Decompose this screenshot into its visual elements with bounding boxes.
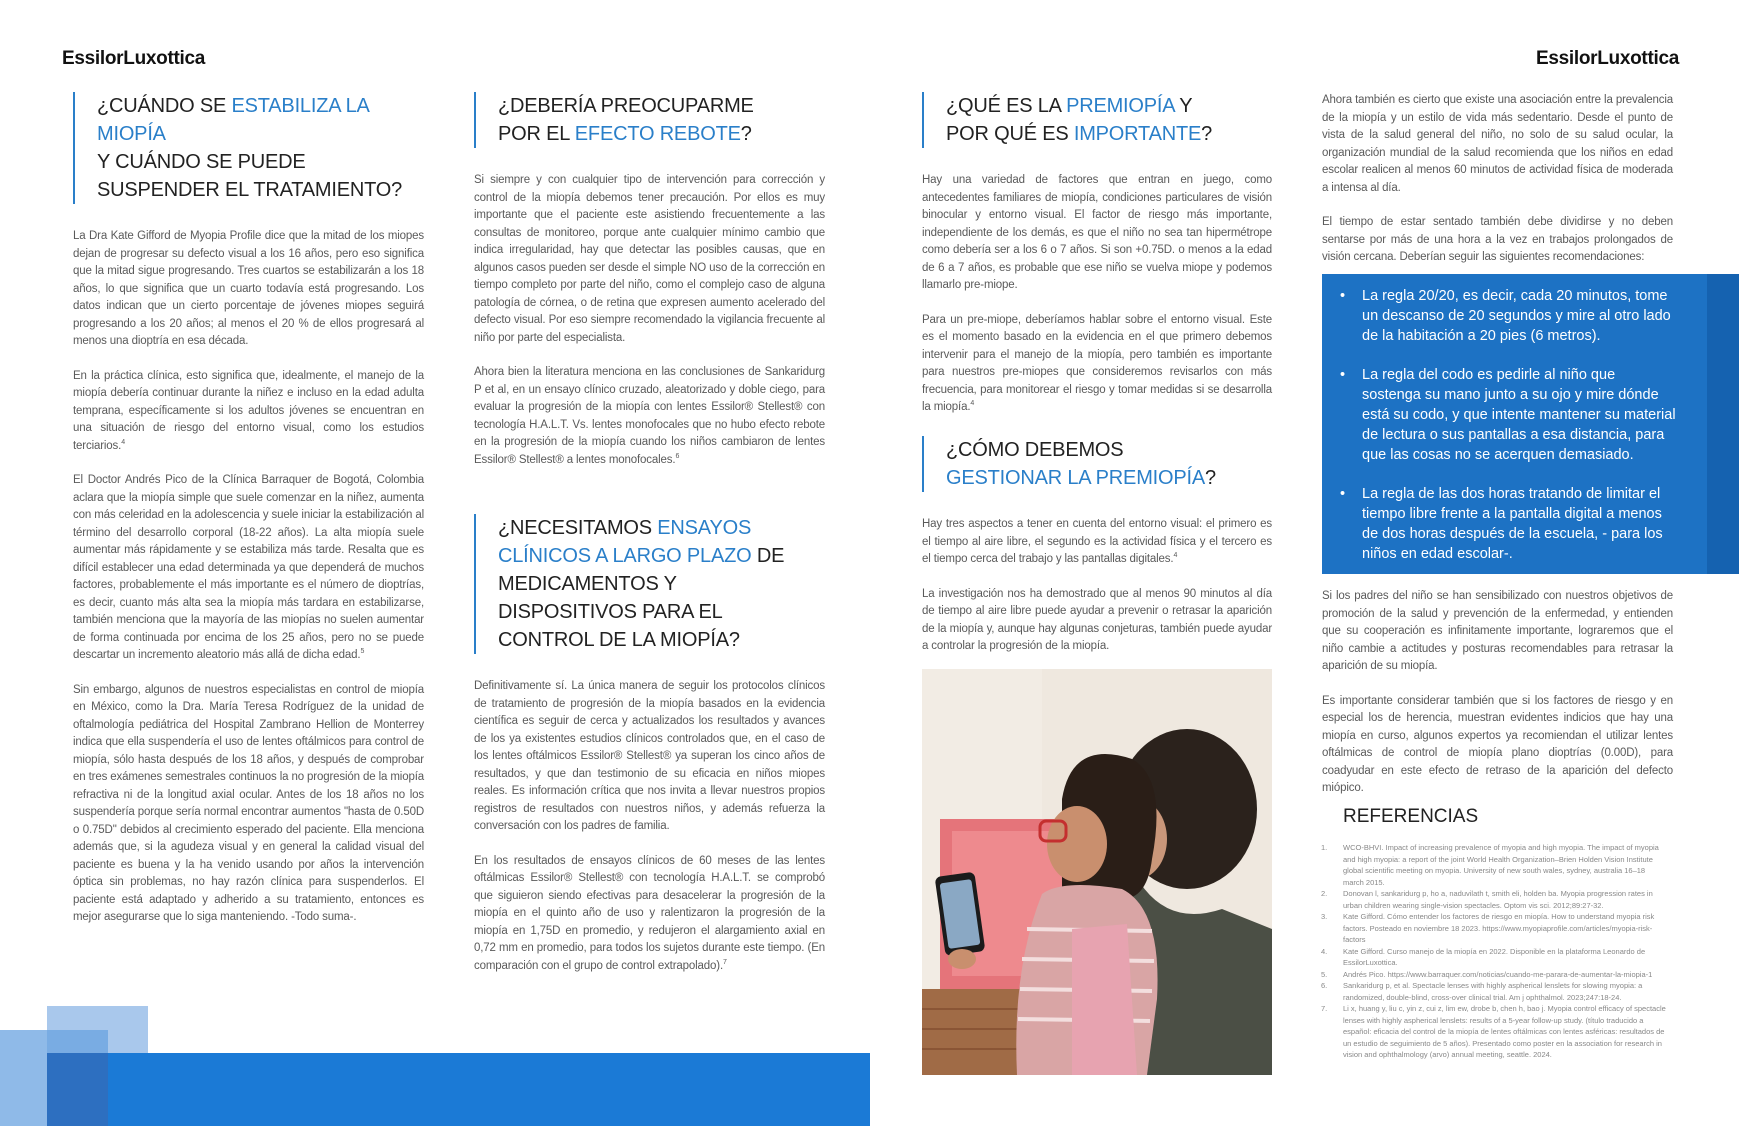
column-3-body-bottom <box>922 516 1272 656</box>
column-1 <box>73 92 424 944</box>
paragraph: Es importante considerar también que si los factores de riesgo y en especial los de herencia, muestran evidentes indicios que hay una miopía en curso, algunos expertos ya recomiendan el utilizar lentes oftálmicas de control de miopía plano dioptrías (0.00D), para coadyudar en este efecto de retraso de la aparición del defecto miópico. <box>1322 694 1673 794</box>
column-4-bottom <box>1322 588 1673 815</box>
column-2-body-bottom <box>474 678 825 975</box>
column-2 <box>474 92 825 486</box>
paragraph: En los resultados de ensayos clínicos de 60 meses de las lentes oftálmicas Essilor® Stellest® con tecnología H.A.L.T. se comprobó que siguieron siendo efectivas para desacelerar la progresión de la miopía en el quinto año de uso y ralentizaron la progresión de la miopía en 1,75D en promedio, y redujeron el alargamiento axial en 0,72 mm en promedio, para todos los sujetos durante este tiempo. (En comparación con el grupo de control extrapolado).$^7$ <box>474 854 825 972</box>
paragraph: Ahora bien la literatura menciona en las conclusiones de Sankaridurg P et al, en un ensayo clínico cruzado, aleatorizado y doble ciego, para evaluar la progresión de la miopía con lentes Essilor® Stellest® con tecnología H.A.L.T. Vs. lentes monofocales que no hubo efecto rebote en la progresión de la miopía cuando los niños cambiaron de lentes Essilor® Stellest® a lentes monofocales.$^6$ <box>474 366 825 466</box>
paragraph: Si los padres del niño se han sensibilizado con nuestros objetivos de promoción de la salud y prevención de la enfermedad, y entienden que su cooperación es infinitamente importante, lograremos que el niño cambie a actitudes y posturas recomendables para retrasar la aparición de su miopía. <box>1322 590 1673 672</box>
heading-block-premyopia <box>922 92 1236 148</box>
heading-premyopia: ¿QUÉ ES LA PREMIOPÍA Y POR QUÉ ES IMPORTANTE? <box>946 95 1213 145</box>
column-4-body-bottom <box>1322 588 1673 798</box>
paragraph: Hay una variedad de factores que entran en juego, como antecedentes familiares de miopía, condiciones particulares de visión binocular y entorno visual. El factor de riesgo más importante, independiente de los demás, es que el niño no sea tan hipermétrope como debería ser a los 6 o 7 años. Si son +0.75D. o menos a la edad de 6 a 7 años, es probable que ese niño se vuelva miope y podemos llamarlo pre-miope. <box>922 174 1272 291</box>
reference-item: 5. Andrés Pico. https://www.barraquer.com/noticias/cuando-me-parara-de-aumentar-la-miopia-1 <box>1321 969 1653 979</box>
column-3-body-top <box>922 172 1272 417</box>
heading-block-manage <box>922 436 1226 492</box>
paragraph: El Doctor Andrés Pico de la Clínica Barraquer de Bogotá, Colombia aclara que la miopía simple que suele comenzar en la niñez, aumenta con más celeridad en la adolescencia y suele iniciar la estabilización al término del desarrollo corporal (18-22 años). La alta miopía suele aumentar más rápidamente y se estabiliza más tarde. Resalta que es difícil establecer una edad determinada ya que dependerá de muchos factores, probablemente el más importante es el número de dioptrías, es decir, cuanto más alta sea la miopía más tardara en estabilizarse, también menciona que la mayoría de las miopías no suelen aumentar de forma continuada por encima de los 25 años, pero no se puede descartar un incremento aleatorio más allá de dicha edad.$^5$ <box>73 474 424 661</box>
heading-block-stabilize <box>73 92 424 204</box>
reference-item: 3. Kate Gifford. Cómo entender los factores de riesgo en miopía. How to understand myopia risk factors. Posteado en noviembre 18 2023. https://www.myopiaprofile.com/articles/myopia-risk-factors <box>1321 912 1655 944</box>
reference-item: 4. Kate Gifford. Curso manejo de la miopía en 2022. Disponible en la plataforma Leonardo de EssilorLuxottica. <box>1321 946 1646 967</box>
brand-logo-right: EssilorLuxottica <box>1535 48 1679 69</box>
reference-item: 7. Li x, huang y, liu c, yin z, cui z, lim ew, drobe b, chen h, bao j. Myopia control efficacy of spectacle lenses with highly aspherical lenslets: results of a 5-year follow-up study. (título traducido a español: eficacia del control de la miopía de lentes oftálmicas con lentes asféricas: resultados de un estudio de seguimiento de 5 años). Presentado como poster en la association for research in vision and ophthalmology (arvo) annual meeting, seattle. 2024. <box>1321 1004 1666 1059</box>
decor-band-blue <box>70 1053 870 1126</box>
column-4-top <box>1322 92 1673 284</box>
heading-trials: ¿NECESITAMOS ENSAYOS CLÍNICOS A LARGO PLAZO DE MEDICAMENTOS Y DISPOSITIVOS PARA EL CONTROL DE LA MIOPÍA? <box>498 517 785 651</box>
heading-block-rebound <box>474 92 758 148</box>
references-section <box>1323 806 1668 1061</box>
paragraph: El tiempo de estar sentado también debe dividirse y no deben sentarse por más de una hora a la vez en trabajos prolongados de visión cercana. Deberían seguir las siguientes recomendaciones: <box>1322 216 1673 263</box>
recommendation-item: • La regla 20/20, es decir, cada 20 minutos, tome un descanso de 20 segundos y mire al otro lado de la habitación a 20 pies (6 metros). <box>1362 286 1677 346</box>
references-title: REFERENCIAS <box>1343 806 1479 827</box>
paragraph: Si siempre y con cualquier tipo de intervención para corrección y control de la miopía debemos tener precaución. Por ellos es muy importante que el paciente este asistiendo frecuentemente a las consultas de monitoreo, porque ante cualquier mínimo cambio que indica irregularidad, hay que detectar las posibles causas, que en algunos casos pueden ser desde el simple NO uso de la corrección en tiempo completo por parte del niño, como el complejo caso de alguna patología de córnea, o de retina que expresen aumento acelerado del defecto visual. Por eso siempre recomendado la vigilancia frecuente al niño por parte del especialista. <box>474 174 825 344</box>
column-1-body <box>73 228 424 927</box>
heading-block-trials <box>474 514 798 654</box>
reference-item: 6. Sankaridurg p, et al. Spectacle lenses with highly aspherical lenslets for slowing myopia: a randomized, double-blind, cross-over clinical trial. Am j ophthalmol. 2023;247:18-24. <box>1321 981 1643 1002</box>
reference-item: 2. Donovan l, sankaridurg p, ho a, naduvilath t, smith eli, holden ba. Myopia progression rates in urban children wearing single-vision spectacles. Optom vis sci. 2012;89:27-32. <box>1321 889 1653 910</box>
column-3-lower <box>922 436 1272 673</box>
column-2-body-top <box>474 172 825 469</box>
brand-logo-left: EssilorLuxottica <box>62 48 206 69</box>
column-3 <box>922 92 1272 434</box>
paragraph: Ahora también es cierto que existe una asociación entre la prevalencia de la miopía y un estilo de vida más sedentario. Desde el punto de vista de la salud general del niño, no solo de su salud ocular, la organización mundial de la salud recomienda que los niños en edad escolar realicen al menos 60 minutos de actividad física de moderada a intensa al día. <box>1322 94 1673 194</box>
paragraph: Para un pre-miope, deberíamos hablar sobre el entorno visual. Este es el momento basado en la evidencia en el que primero debemos intervenir para el manejo de la miopía, pero también es importante para nuestros pre-miopes que consideremos revisarlos con más frecuencia, para monitorear el riesgo y tomar medidas si se desarrolla la miopía.$^4$ <box>922 313 1272 413</box>
column-4-body-top <box>1322 92 1673 267</box>
paragraph: Sin embargo, algunos de nuestros especialistas en control de miopía en México, como la Dra. María Teresa Rodríguez de la unidad de oftalmología pediátrica del Hospital Zambrano Hellion de Monterrey indica que ella suspendería el uso de lentes oftálmicos para control de miopía, sólo hasta después de los 18 años, y después de comprobar en tres exámenes semestrales continuos la no progresión de la miopía refractiva ni de la longitud axial ocular. Antes de los 18 años no los suspendería porque sería normal encontrar aumentos "hasta de 0.50D o 0.75D" debidos al crecimiento esperado del paciente. Ella menciona además que, si la agudeza visual y en general la calidad visual del paciente es buena y la ha venido usando por años la intervención óptica sin problemas, no hay razón clínica para suspenderlos. El paciente está adaptado y adherido a su tratamiento, entonces es mejor asegurarse que lo siga manteniendo. -Todo suma-. <box>73 683 424 923</box>
recommendations-box <box>1322 274 1739 574</box>
recommendations-list <box>1322 274 1739 564</box>
recommendations-box-accent <box>1707 274 1739 574</box>
heading-rebound: ¿DEBERÍA PREOCUPARME POR EL EFECTO REBOTE? <box>498 95 754 145</box>
column-2-lower <box>474 514 825 992</box>
paragraph: La Dra Kate Gifford de Myopia Profile dice que la mitad de los miopes dejan de progresar su defecto visual a los 16 años, pero eso significa que la mitad sigue progresando. Tres cuartos se estabilizarán a los 18 años, lo que significa que un cuarto todavía está progresando. Los datos indican que un cierto porcentaje de jóvenes miopes seguirá progresando a los 20 años; al menos el 20 % de ellos progresará al menos una dioptría en esa década. <box>73 230 424 347</box>
references-list <box>1323 842 1668 1061</box>
heading-stabilize: ¿CUÁNDO SE ESTABILIZA LA MIOPÍA Y CUÁNDO SE PUEDE SUSPENDER EL TRATAMIENTO? <box>97 95 403 201</box>
heading-manage: ¿CÓMO DEBEMOS GESTIONAR LA PREMIOPÍA? <box>946 439 1216 489</box>
photo-girl-and-father-with-phone <box>922 669 1272 1075</box>
recommendation-item: • La regla del codo es pedirle al niño que sostenga su mano junto a su ojo y mire dónde está su codo, y que intente mantener su material de lectura o sus pantallas a esa distancia, para que las cosas no se acerquen demasiado. <box>1362 365 1677 465</box>
reference-item: 1. WCO-BHVI. Impact of increasing prevalence of myopia and high myopia. The impact of myopia and high myopia: a report of the joint World Health Organization–Brien Holden Vision Institute global scientific meeting on myopia. University of new south wales, sydney, australia 16–18 march 2015. <box>1321 843 1659 887</box>
decor-square-overlap <box>47 1053 108 1126</box>
recommendation-item: • La regla de las dos horas tratando de limitar el tiempo libre frente a la pantalla digital a menos de dos horas después de la escuela, - para los niños en edad escolar-. <box>1362 484 1677 564</box>
paragraph: En la práctica clínica, esto significa que, idealmente, el manejo de la miopía debería continuar durante la niñez e incluso en la edad adulta temprana, específicamente si los adultos jóvenes se encuentran en una situación de riesgo del entorno visual, como los estudios terciarios.$^4$ <box>73 369 424 452</box>
paragraph: Hay tres aspectos a tener en cuenta del entorno visual: el primero es el tiempo al aire libre, el segundo es la actividad física y el tercero es el tiempo cerca del trabajo y las pantallas digitales.$^4$ <box>922 518 1272 565</box>
paragraph: Definitivamente sí. La única manera de seguir los protocolos clínicos de tratamiento de progresión de la miopía basados en la evidencia científica es seguir de cerca y actualizados los resultados y avances de los ya existentes estudios clínicos controlados que, en el caso de los lentes oftálmicos Essilor® Stellest® ya superan los cinco años de resultados, y que dan testimonio de su eficacia en niños miopes reales. Es información crítica que nos invita a llevar nuestros propios registros de resultados con nuestros niños, y además refuerza la conversación con los padres de familia. <box>474 680 825 832</box>
paragraph: La investigación nos ha demostrado que al menos 90 minutos al día de tiempo al aire libre puede ayudar a prevenir o retrasar la aparición de la miopía y, aunque hay algunas conjeturas, también puede ayudar a controlar la progresión de la miopía. <box>922 587 1272 652</box>
